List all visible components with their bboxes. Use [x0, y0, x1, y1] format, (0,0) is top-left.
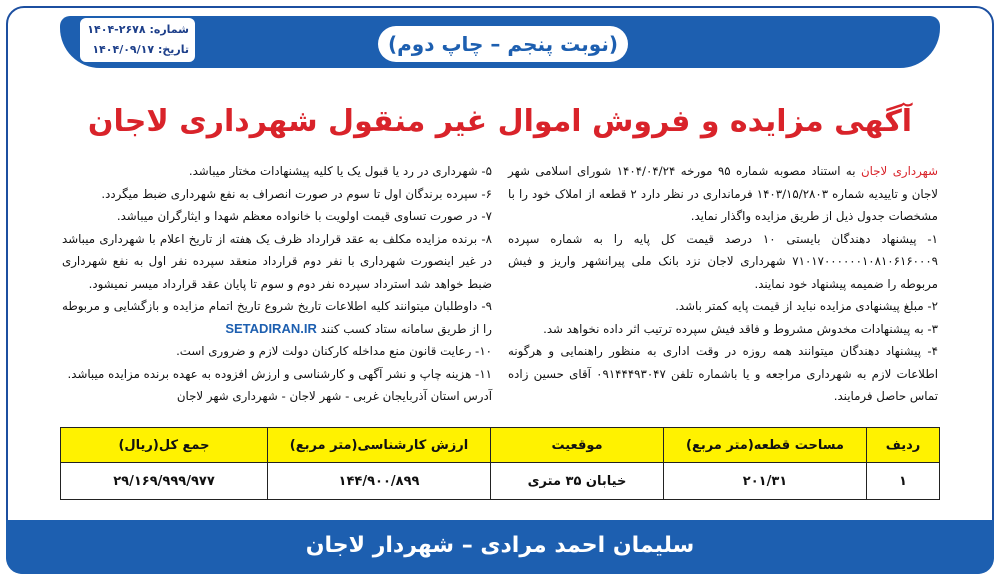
- header-row-number: ردیف: [867, 428, 940, 463]
- cell-row-number: ۱: [867, 463, 940, 500]
- property-table: [60, 427, 940, 500]
- notice-title: آگهی مزایده و فروش اموال غیر منقول شهرداری لاجان: [87, 104, 913, 139]
- term-4: ۴- پیشنهاد دهندگان میتوانند همه روزه در وقت اداری به منظور راهنمایی و هرگونه اطلاعات لازم به شهرداری مراجعه و یا باشماره تلفن ۰۹۱۴۴۴۹۳۰۴۷ آقای حسین زاده تماس حاصل فرمایند.: [508, 344, 938, 403]
- term-6: ۶- سپرده برندگان اول تا سوم در صورت انصراف به نفع شهرداری ضبط میگردد.: [101, 186, 492, 201]
- term-9: ۹- داوطلبان میتوانند کلیه اطلاعات تاریخ شروع تاریخ اتمام مزایده و بازگشایی و مربوطه را از طریق سامانه ستاد کسب کنند SETADIRAN.IR: [62, 299, 492, 336]
- mayor-signature: سلیمان احمد مرادی – شهردار لاجان: [305, 533, 695, 558]
- municipality-name: شهرداری لاجان: [860, 164, 938, 178]
- edition-badge: (نوبت پنجم – چاپ دوم): [378, 26, 628, 62]
- terms-column-right: [508, 160, 938, 408]
- notice-number: شماره: ۲۶۷۸-۱۴۰۴: [87, 23, 189, 36]
- terms-column-left: [62, 160, 492, 408]
- cell-area: ۲۰۱/۳۱: [664, 463, 867, 500]
- term-3: ۳- به پیشنهادات مخدوش مشروط و فاقد فیش سپرده ترتیب اثر داده نخواهد شد.: [543, 321, 938, 336]
- term-7: ۷- در صورت تساوی قیمت اولویت با خانواده معظم شهدا و ایثارگران میباشد.: [116, 209, 492, 223]
- header-appraisal: ارزش کارشناسی(متر مربع): [268, 428, 491, 463]
- setadiran-link[interactable]: SETADIRAN.IR: [225, 320, 317, 336]
- header-area: مساحت قطعه(متر مربع): [664, 428, 867, 463]
- cell-location: خیابان ۳۵ متری: [491, 463, 664, 500]
- address-line: آدرس استان آذربایجان غربی - شهر لاجان - شهرداری شهر لاجان: [176, 389, 492, 403]
- intro-paragraph: شهرداری لاجان به استناد مصوبه شماره ۹۵ مورخه ۱۴۰۴/۰۴/۲۴ شورای اسلامی شهر لاجان و تاییدیه شماره ۱۴۰۳/۱۵/۲۸۰۳ فرمانداری در نظر دارد ۲ قطعه از املاک خود را با مشخصات جدول ذیل از طریق مزایده واگذار نماید.: [508, 164, 938, 223]
- notice-meta: [80, 18, 195, 62]
- cell-appraisal: ۱۴۴/۹۰۰/۸۹۹: [268, 463, 491, 500]
- term-11: ۱۱- هزینه چاپ و نشر آگهی و کارشناسی و ارزش افزوده به عهده برنده مزایده میباشد.: [67, 366, 492, 381]
- table-row: [61, 463, 940, 500]
- term-10: ۱۰- رعایت قانون منع مداخله کارکنان دولت لازم و ضروری است.: [176, 344, 492, 358]
- term-1: ۱- پیشنهاد دهندگان بایستی ۱۰ درصد قیمت کل پایه را به شماره سپرده ۷۱۰۱۷۰۰۰۰۰۰۱۰۸۱۰۶۱۶۰۰۰۹ شهرداری لاجان نزد بانک ملی پیرانشهر واریز و فیش مربوطه را ضمیمه پیشنهاد خود نمایند.: [508, 231, 938, 291]
- header-total: جمع کل(ریال): [61, 428, 268, 463]
- term-2: ۲- مبلغ پیشنهادی مزایده نباید از قیمت پایه کمتر باشد.: [675, 299, 938, 313]
- cell-total: ۲۹/۱۶۹/۹۹۹/۹۷۷: [61, 463, 268, 500]
- term-8: ۸- برنده مزایده مکلف به عقد قرارداد ظرف یک هفته از تاریخ اعلام با شهرداری میباشد در غیر اینصورت شهرداری با نفر دوم قرارداد منعقد سپرده نفر اول به نفع شهرداری ضبط خواهد شد استرداد سپرده نفر دوم و سوم تا پایان عقد قرارداد میسر نمیشود.: [62, 231, 492, 291]
- notice-date: تاریخ: ۱۴۰۴/۰۹/۱۷: [92, 43, 189, 56]
- term-5: ۵- شهرداری در رد یا قبول یک یا کلیه پیشنهادات مختار میباشد.: [188, 164, 492, 178]
- header-location: موقعیت: [491, 428, 664, 463]
- table-header-row: [61, 428, 940, 463]
